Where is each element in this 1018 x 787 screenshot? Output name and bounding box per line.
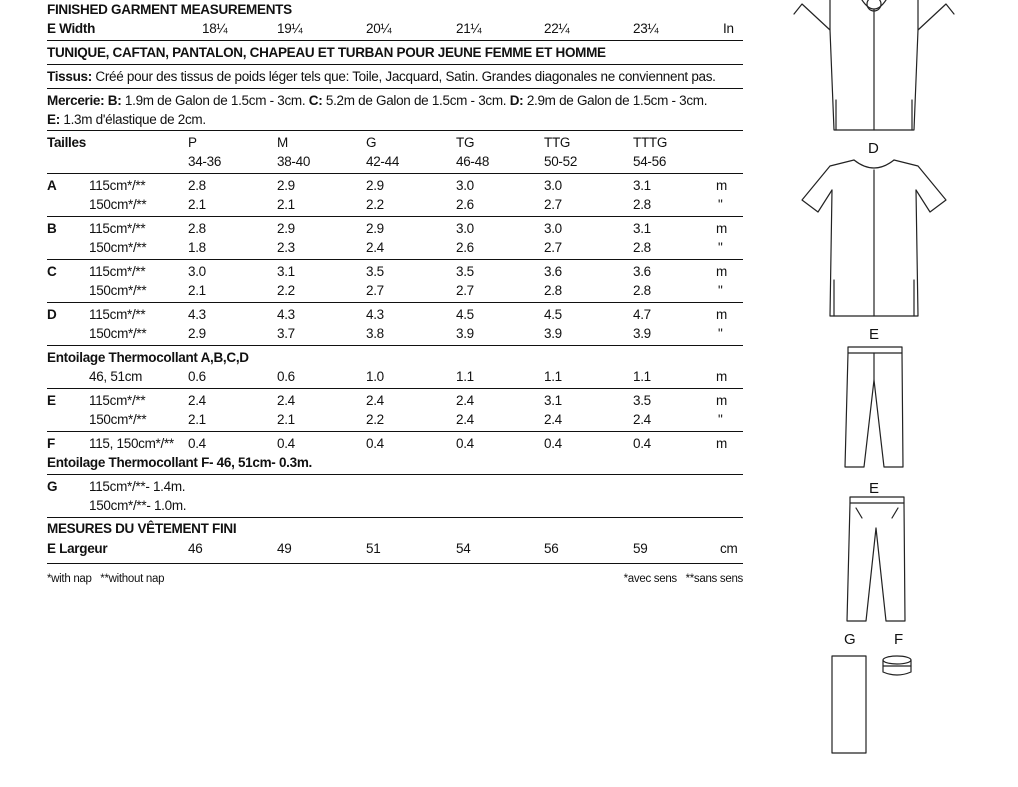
garment-illustrations: [790, 0, 1018, 782]
fabric-width: 150cm*/**: [89, 283, 147, 298]
value-cell: 18¼: [202, 21, 228, 36]
notions-line: [47, 92, 743, 110]
value-cell: 54: [456, 541, 471, 556]
value-cell: 2.2: [366, 412, 384, 427]
unit-cell: ": [718, 326, 723, 341]
fabric-width: 115cm*/**: [89, 307, 146, 322]
unit-cell: ": [718, 197, 723, 212]
value-cell: 4.3: [277, 307, 295, 322]
fabric-width: 150cm*/**: [89, 326, 147, 341]
value-cell: 3.1: [633, 178, 651, 193]
value-cell: 3.5: [633, 393, 651, 408]
value-cell: 59: [633, 541, 648, 556]
value-cell: 3.0: [456, 221, 474, 236]
size-name: M: [277, 135, 288, 150]
value-cell: 2.4: [456, 393, 474, 408]
divider: [47, 173, 743, 174]
value-cell: 2.3: [277, 240, 295, 255]
value-cell: 21¼: [456, 21, 482, 36]
divider: [47, 345, 743, 346]
size-name: P: [188, 135, 197, 150]
value-cell: 49: [277, 541, 292, 556]
view-label-e2: E: [869, 480, 880, 497]
value-cell: 0.6: [188, 369, 206, 384]
value-cell: 1.0: [366, 369, 384, 384]
view-label: G: [47, 479, 58, 494]
notions-d-label: D:: [509, 93, 524, 108]
value-cell: 3.7: [277, 326, 295, 341]
value-cell: 19¼: [277, 21, 303, 36]
interfacing-f-line: Entoilage Thermocollant F- 46, 51cm- 0.3m.: [47, 455, 312, 470]
value-cell: 2.9: [366, 221, 384, 236]
divider: [47, 40, 743, 41]
value-cell: 3.0: [456, 178, 474, 193]
size-range: 38-40: [277, 154, 311, 169]
value-cell: 56: [544, 541, 559, 556]
unit-cell: m: [716, 369, 727, 384]
value-cell: 0.4: [366, 436, 384, 451]
width-label: E Largeur: [47, 541, 108, 556]
value-cell: 23¼: [633, 21, 659, 36]
divider: [47, 302, 743, 303]
notions-e-label: E:: [47, 112, 60, 127]
value-cell: 2.8: [633, 283, 651, 298]
value-cell: 2.1: [277, 197, 295, 212]
french-title: TUNIQUE, CAFTAN, PANTALON, CHAPEAU ET TURBAN POUR JEUNE FEMME ET HOMME: [47, 45, 606, 60]
footnote-left: *with nap **without nap: [47, 573, 165, 585]
unit-cell: m: [716, 307, 727, 322]
unit-cell: m: [716, 221, 727, 236]
value-cell: 0.4: [456, 436, 474, 451]
fabric-width: 115cm*/**: [89, 264, 146, 279]
interfacing-abcd-title: Entoilage Thermocollant A,B,C,D: [47, 350, 249, 365]
value-cell: 3.6: [544, 264, 562, 279]
garment-drawings: [790, 0, 1018, 782]
value-cell: 3.5: [366, 264, 384, 279]
value-cell: 0.4: [188, 436, 206, 451]
notions-d: 2.9m de Galon de 1.5cm - 3cm.: [526, 93, 708, 108]
value-cell: 2.7: [544, 240, 562, 255]
value-cell: 2.9: [366, 178, 384, 193]
value-cell: 4.5: [544, 307, 562, 322]
unit-cell: ": [718, 240, 723, 255]
divider: [47, 130, 743, 131]
unit-cell: m: [716, 436, 727, 451]
value-cell: 3.6: [633, 264, 651, 279]
value-cell: 1.8: [188, 240, 206, 255]
value-cell: 3.9: [633, 326, 651, 341]
trousers-e-front-drawing: [845, 347, 903, 467]
view-label: E: [47, 393, 56, 408]
view-label: A: [47, 178, 57, 193]
value-cell: 2.9: [188, 326, 206, 341]
view-label: C: [47, 264, 57, 279]
fabric-width: 115cm*/**: [89, 393, 146, 408]
view-label: B: [47, 221, 57, 236]
value-cell: 2.2: [366, 197, 384, 212]
value-cell: 2.6: [456, 197, 474, 212]
size-name: TTTG: [633, 135, 668, 150]
divider: [47, 431, 743, 432]
value-cell: 51: [366, 541, 381, 556]
value-cell: 0.4: [277, 436, 295, 451]
finished-fr-title: MESURES DU VÊTEMENT FINI: [47, 521, 237, 536]
divider: [47, 259, 743, 260]
size-range: 50-52: [544, 154, 578, 169]
value-cell: 2.7: [544, 197, 562, 212]
divider: [47, 216, 743, 217]
value-cell: 3.9: [456, 326, 474, 341]
value-cell: 2.8: [188, 221, 206, 236]
trousers-e-back-drawing: [847, 497, 905, 621]
value-cell: 2.8: [633, 240, 651, 255]
value-cell: 2.1: [188, 197, 206, 212]
value-cell: 1.1: [544, 369, 562, 384]
fabrics-label: Tissus:: [47, 69, 92, 84]
notions-e: 1.3m d'élastique de 2cm.: [63, 112, 206, 127]
value-cell: 2.4: [633, 412, 651, 427]
value-cell: 2.9: [277, 221, 295, 236]
unit-cell: In: [723, 21, 734, 36]
size-range: 34-36: [188, 154, 222, 169]
tunic-d-drawing: [802, 160, 946, 316]
unit-cell: m: [716, 178, 727, 193]
unit-cell: ": [718, 283, 723, 298]
value-cell: 3.0: [188, 264, 206, 279]
value-cell: 2.7: [366, 283, 384, 298]
value-cell: 2.1: [188, 283, 206, 298]
value-cell: 2.8: [633, 197, 651, 212]
notions-b: 1.9m de Galon de 1.5cm - 3cm.: [124, 93, 306, 108]
value-cell: 3.1: [544, 393, 562, 408]
value-cell: 2.4: [366, 240, 384, 255]
divider: [47, 563, 743, 564]
sizes-label: Tailles: [47, 135, 86, 150]
value-cell: 0.4: [633, 436, 651, 451]
unit-cell: cm: [720, 541, 738, 556]
size-name: TTG: [544, 135, 571, 150]
value-cell: 2.9: [277, 178, 295, 193]
value-cell: 2.4: [188, 393, 206, 408]
value-cell: 2.4: [366, 393, 384, 408]
value-cell: 2.2: [277, 283, 295, 298]
value-cell: 3.0: [544, 178, 562, 193]
fabric-width: 150cm*/**: [89, 240, 147, 255]
value-cell: 2.1: [277, 412, 295, 427]
view-label-f: F: [894, 631, 904, 648]
size-range: 46-48: [456, 154, 490, 169]
unit-cell: m: [716, 264, 727, 279]
size-name: G: [366, 135, 377, 150]
value-cell: 4.7: [633, 307, 651, 322]
english-title: FINISHED GARMENT MEASUREMENTS: [47, 2, 292, 17]
value-cell: 2.4: [544, 412, 562, 427]
value-cell: 3.1: [633, 221, 651, 236]
divider: [47, 388, 743, 389]
size-range: 54-56: [633, 154, 667, 169]
notions-c-label: C:: [308, 93, 323, 108]
divider: [47, 64, 743, 65]
view-label-g: G: [844, 631, 856, 648]
fabric-width: 115cm*/**: [89, 221, 146, 236]
size-range: 42-44: [366, 154, 400, 169]
fabric-width: 150cm*/**- 1.0m.: [89, 498, 187, 513]
tunic-drawing-top: [794, 0, 954, 130]
value-cell: 4.3: [366, 307, 384, 322]
turban-g-drawing: [832, 656, 866, 753]
fabric-width: 150cm*/**: [89, 197, 147, 212]
value-cell: 20¼: [366, 21, 392, 36]
fabric-width: 115cm*/**: [89, 178, 146, 193]
notions-b-label: B:: [107, 93, 122, 108]
divider: [47, 474, 743, 475]
value-cell: 0.6: [277, 369, 295, 384]
value-cell: 1.1: [456, 369, 474, 384]
value-cell: 2.1: [188, 412, 206, 427]
value-cell: 46: [188, 541, 203, 556]
value-cell: 4.3: [188, 307, 206, 322]
unit-cell: m: [716, 393, 727, 408]
divider: [47, 88, 743, 89]
view-label: D: [47, 307, 57, 322]
value-cell: 3.8: [366, 326, 384, 341]
divider: [47, 517, 743, 518]
value-cell: 3.1: [277, 264, 295, 279]
view-label-e1: E: [869, 326, 880, 343]
view-label-d: D: [868, 140, 879, 157]
width-label: E Width: [47, 21, 96, 36]
notions-label: Mercerie:: [47, 93, 105, 108]
value-cell: 2.4: [277, 393, 295, 408]
value-cell: 0.4: [544, 436, 562, 451]
fabric-width: 46, 51cm: [89, 369, 143, 384]
fabric-width: 150cm*/**: [89, 412, 147, 427]
value-cell: 4.5: [456, 307, 474, 322]
size-name: TG: [456, 135, 475, 150]
unit-cell: ": [718, 412, 723, 427]
notions-line-2: [47, 111, 743, 129]
value-cell: 3.9: [544, 326, 562, 341]
value-cell: 2.7: [456, 283, 474, 298]
value-cell: 2.6: [456, 240, 474, 255]
value-cell: 3.5: [456, 264, 474, 279]
value-cell: 2.8: [544, 283, 562, 298]
value-cell: 1.1: [633, 369, 651, 384]
fabrics-line: [47, 68, 743, 86]
hat-f-drawing: [883, 656, 911, 675]
fabrics-text: Créé pour des tissus de poids léger tels que: Toile, Jacquard, Satin. Grandes diagonales ne conviennent pas.: [95, 69, 716, 84]
value-cell: 2.8: [188, 178, 206, 193]
footnote-right: *avec sens **sans sens: [623, 573, 743, 585]
view-label: F: [47, 436, 55, 451]
value-cell: 22¼: [544, 21, 570, 36]
value-cell: 3.0: [544, 221, 562, 236]
value-cell: 2.4: [456, 412, 474, 427]
notions-c: 5.2m de Galon de 1.5cm - 3cm.: [325, 93, 507, 108]
fabric-width: 115, 150cm*/**: [89, 436, 174, 451]
fabric-width: 115cm*/**- 1.4m.: [89, 479, 186, 494]
